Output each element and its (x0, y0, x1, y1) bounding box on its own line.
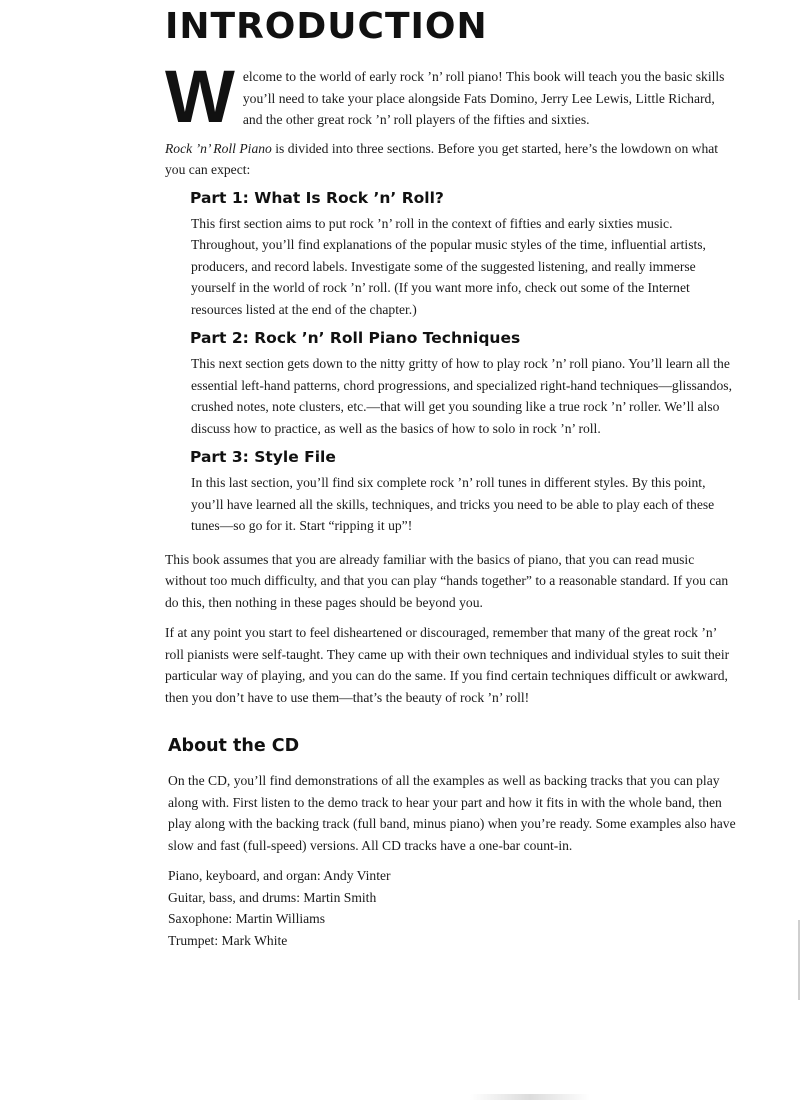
credit-piano: Piano, keyboard, and organ: Andy Vinter (168, 868, 391, 883)
part-2 (190, 329, 735, 439)
closing-paragraphs (165, 549, 735, 709)
credit-saxophone: Saxophone: Martin Williams (168, 911, 326, 926)
about-cd-text: On the CD, you’ll find demonstrations of all the examples as well as backing tracks that you can play along with. First listen to the demo track to hear your part and how it fits in with the whole band, then play along with the backing track (full band, minus piano) when you’re ready. Some examples also have slow and fast (full-speed) versions. All CD tracks have a one-bar count-in. (168, 773, 736, 853)
introduction-body (165, 55, 735, 708)
page-title: INTRODUCTION (165, 6, 488, 47)
about-cd-section (168, 736, 738, 951)
sections-text: is divided into three sections. Before you get started, here’s the lowdown on what you can expect: (165, 140, 719, 177)
credit-trumpet: Trumpet: Mark White (168, 932, 288, 948)
encouragement-paragraph: If at any point you start to feel disheartened or discouraged, remember that many of the great rock ’n’ roll pianists were self-taught. They came up with their own techniques and individual styles to suit their particular way of playing, and you can do the same. If you find certain techniques difficult or awkward, then you don’t have to use them—that’s the beauty of rock ’n’ roll! (165, 625, 730, 705)
book-title: Rock ’n’ Roll Piano (165, 140, 272, 156)
about-cd-heading: About the CD (168, 736, 300, 756)
part-1 (190, 189, 735, 321)
credit-guitar: Guitar, bass, and drums: Martin Smith (168, 889, 377, 905)
part-1-heading: Part 1: What Is Rock ’n’ Roll? (190, 188, 444, 207)
sections-paragraph (165, 138, 735, 181)
part-2-heading: Part 2: Rock ’n’ Roll Piano Techniques (190, 329, 521, 347)
part-2-text: This next section gets down to the nitty gritty of how to play rock ’n’ roll piano. You’ll learn all the essential left-hand patterns, chord progressions, and specialized right-hand techniques—glissandos, crushed notes, note clusters, etc.—that will get you sounding like a true rock ’n’ roller. We’ll also discuss how to practice, as well as the basics of how to solo in rock ’n’ roll. (191, 356, 732, 436)
credits-list (168, 865, 738, 951)
part-3 (190, 448, 735, 537)
welcome-text: elcome to the world of early rock ’n’ roll piano! This book will teach you the basic skills you’ll need to take your place alongside Fats Domino, Jerry Lee Lewis, Little Richard, and the other great rock ’n’ roll players of the fifties and sixties. (242, 69, 725, 127)
welcome-paragraph (165, 55, 735, 138)
parts-list (190, 189, 735, 537)
scan-smudge (470, 1094, 590, 1100)
part-3-heading: Part 3: Style File (190, 448, 336, 466)
part-3-text: In this last section, you’ll find six complete rock ’n’ roll tunes in different styles. By this point, you’ll have learned all the skills, techniques, and tricks you need to be able to play each of these tunes—so go for it. Start “ripping it up”! (191, 475, 715, 533)
drop-cap: W (165, 55, 235, 138)
assumptions-paragraph: This book assumes that you are already familiar with the basics of piano, that you can read music without too much difficulty, and that you can play “hands together” to a reasonable standard. If you can do this, then nothing in these pages should be beyond you. (165, 551, 729, 610)
part-1-text: This first section aims to put rock ’n’ roll in the context of fifties and early sixties music. Throughout, you’ll find explanations of the popular music styles of the time, influential artists, producers, and record labels. Investigate some of the suggested listening, and really immerse yourself in the world of rock ’n’ roll. (If you want more info, check out some of the Internet resources listed at the end of the chapter.) (191, 215, 706, 317)
